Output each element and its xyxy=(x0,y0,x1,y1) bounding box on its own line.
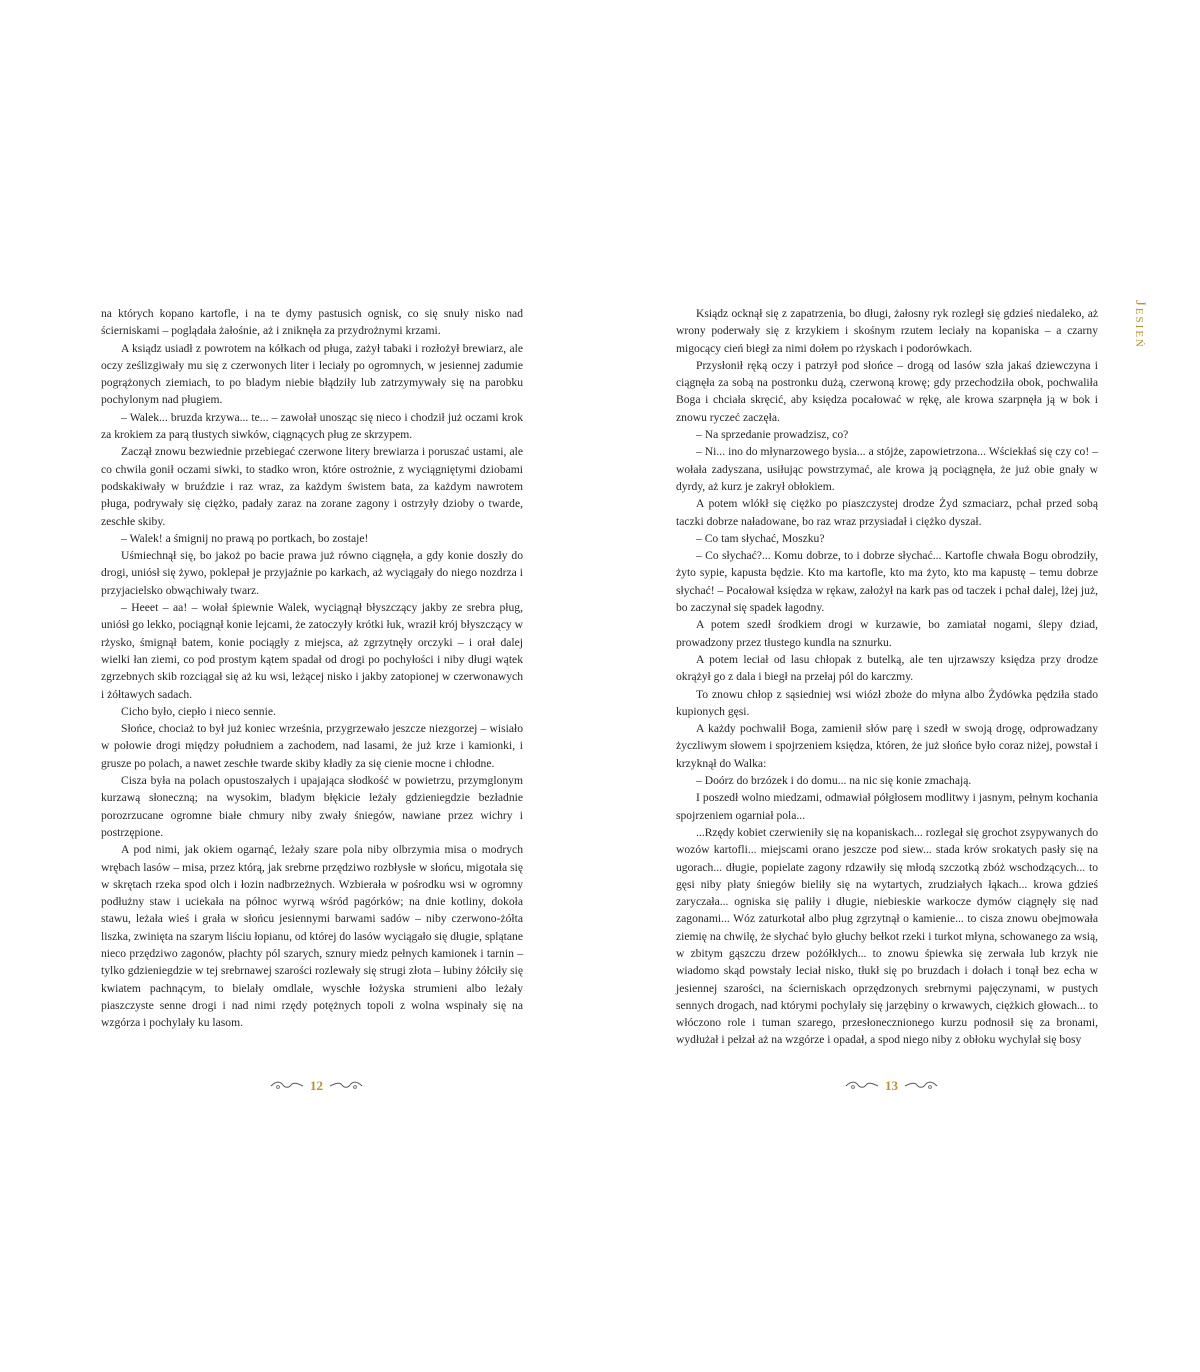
paragraph: A każdy pochwalił Boga, zamienił słów parę i szedł w swoją drogę, odprowadzany życzliwym słowem i spojrzeniem księdza, któren, że już słońce było coraz niżej, powstał i krzyknął do Walka: xyxy=(676,722,1098,770)
page-number: 12 xyxy=(310,1078,323,1093)
paragraph: na których kopano kartofle, i na te dymy pastusich ognisk, co się snuły nisko nad ścierniskami – poglądała żałośnie, aż i zniknęła za przydrożnymi krzami. xyxy=(101,307,523,338)
running-head: Jesień xyxy=(1132,300,1148,350)
paragraph: Cisza była na polach opustoszałych i upajająca słodkość w powietrzu, przymglonym kurzawą słoneczną; na wysokim, bladym błękicie leżały gdzieniegdzie bezładnie porozrzucane ogromne białe chmury niby zwały śniegów, nawiane przez wichry i postrzępione. xyxy=(101,774,523,839)
paragraph: Zaczął znowu bezwiednie przebiegać czerwone litery brewiarza i poruszać ustami, ale co chwila gonił oczami siwki, to stadko wron, które ostrożnie, z wyciągniętymi dziobami podskakiwały w bruździe i raz wraz, za każdym świstem bata, za każdym nawrotem pługa, podrywały się ciężko, padały zaraz na zorane zagony i ostrzyły dzioby o twarde, zeschłe skiby. xyxy=(101,445,523,528)
ornament-right-icon xyxy=(329,1080,363,1092)
paragraph: – Co słychać?... Komu dobrze, to i dobrze słychać... Kartofle chwała Bogu obrodziły, żyto sypie, kapusta będzie. Kto ma kartofle, kto ma żyto, kto ma kapustę – temu dobrze słychać! – Pocałował księdza w rękaw, założył na kark pas od taczek i pchał dalej, lżej już, bo zaczynał się spadek łagodny. xyxy=(676,549,1098,615)
paragraph: I poszedł wolno miedzami, odmawiał półgłosem modlitwy i jasnym, pełnym kochania spojrzeniem ogarniał pola... xyxy=(676,791,1098,822)
paragraph: Uśmiechnął się, bo jakoż po bacie prawa już równo ciągnęła, a gdy konie doszły do drogi, uniósł się żywo, poklepał je przyjaźnie po karkach, aż wyciągały do niego nozdrza i przyjacielsko obwąchiwały twarz. xyxy=(101,549,523,597)
paragraph: A potem szedł środkiem drogi w kurzawie, bo zamiatał nogami, ślepy dziad, prowadzony przez tłustego kundla na sznurku. xyxy=(676,618,1098,649)
paragraph: – Na sprzedanie prowadzisz, co? xyxy=(696,428,849,442)
paragraph: – Doórz do brzózek i do domu... na nic się konie zmachają. xyxy=(696,774,972,788)
ornament-left-icon xyxy=(845,1080,879,1092)
left-page-folio xyxy=(270,1078,363,1094)
paragraph: – Co tam słychać, Moszku? xyxy=(696,531,825,545)
paragraph: Przysłonił ręką oczy i patrzył pod słońce – drogą od lasów szła jakaś dziewczyna i ciągnęła za sobą na postronku dużą, czerwoną krowę; gdy przechodziła obok, pochwaliła Boga i chciała skręcić, aby księdza pocałować w rękę, ale krowa szarpnęła ją w bok i znowu ryczeć zaczęła. xyxy=(676,358,1098,424)
paragraph: To znowu chłop z sąsiedniej wsi wiózł zboże do młyna albo Żydówka pędziła stado kupionych gęsi. xyxy=(676,687,1098,718)
paragraph: Ksiądz ocknął się z zapatrzenia, bo długi, żałosny ryk rozległ się gdzieś niedaleko, aż wrony poderwały się z krzykiem i skośnym rzutem leciały na kopaniska – a czarny migocący cień biegł za nimi dołem po rżyskach i podorówkach. xyxy=(676,307,1098,355)
paragraph: A potem wlókł się ciężko po piaszczystej drodze Żyd szmaciarz, pchał przed sobą taczki dobrze naładowane, bo raz wraz przysiadał i ciężko dyszał. xyxy=(676,497,1098,528)
ornament-right-icon xyxy=(904,1080,938,1092)
paragraph: – Walek... bruzda krzywa... te... – zawołał unosząc się nieco i chodził już oczami krok za krokiem za parą tłustych siwków, ciągnących pług ze skrzypem. xyxy=(101,410,523,442)
right-page-folio xyxy=(845,1078,938,1094)
paragraph: Słońce, chociaż to był już koniec września, przygrzewało jeszcze niezgorzej – wisiało w połowie drogi między południem a zachodem, nad lasami, że już krze i kamionki, i grusze po polach, a nawet zeschłe twarde skiby kładły za się cienie mocne i chłodne. xyxy=(101,722,523,770)
paragraph: Cicho było, ciepło i nieco sennie. xyxy=(121,704,276,718)
paragraph: – Ni... ino do młynarzowego bysia... a stójże, zapowietrzona... Wściekłaś się czy co! – wołała zadyszana, usiłując powstrzymać, ale krowa ją pociągnęła, że już obie gnały w dyrdy, aż kurz je zakrył obłokiem. xyxy=(676,445,1098,493)
page-number: 13 xyxy=(885,1078,898,1093)
paragraph: – Walek! a śmignij no prawą po portkach, bo zostaje! xyxy=(121,531,369,545)
right-page xyxy=(600,0,1200,1372)
paragraph: A pod nimi, jak okiem ogarnąć, leżały szare pola niby olbrzymia misa o modrych wrębach lasów – misa, przez którą, jak srebrne przędziwo rozbłysłe w słońcu, migotała się w skrętach rzeka spod olch i łozin nadbrzeżnych. Wzbierała w pośrodku wsi w ogromny podłużny staw i uciekała na północ wyrwą wśród pagórków; na dnie kotliny, dokoła stawu, leżała wieś i grała w słońcu jesiennymi barwami sadów – niby czerwono-żółta liszka, zwinięta na szarym liściu łopianu, od której do lasów wyciągało się długie, splątane nieco przędziwo zagonów, płachty pól szarych, sznury miedz pełnych kamionek i tarnin – tylko gdzieniegdzie w tej srebrnawej szarości rozlewały się strugi złota – łubiny żółciły się kwiatem pachnącym, to bielały omdlałe, wyschłe łożyska strumieni albo leżały piaszczyste senne drogi i nad nimi rzędy potężnych topoli z wolna wspinały się na wzgórza i pochylały ku lasom. xyxy=(101,843,523,1030)
left-page-text xyxy=(101,305,523,1031)
ornament-left-icon xyxy=(270,1080,304,1092)
right-page-text xyxy=(676,305,1098,1049)
paragraph: – Heeet – aa! – wołał śpiewnie Walek, wyciągnął błyszczący jakby ze srebra pług, uniósł go lekko, pociągnął konie lejcami, że zatoczyły krótki łuk, wraził krój błyszczący w rżysko, śmignął batem, konie pociągły z miejsca, aż zgrzytnęły orczyki – i orał dalej wielki łan ziemi, co pod prostym kątem spadał od drogi po pochyłości i niby długi wątek zgrzebnych skib rozciągał się aż ku wsi, leżącej nisko i jakby zatopionej w czerwonawych i żółtawych sadach. xyxy=(101,601,523,701)
paragraph: A potem leciał od lasu chłopak z butelką, ale ten ujrzawszy księdza przy drodze okrążył go z dala i biegł na przełaj pól do karczmy. xyxy=(676,652,1098,684)
paragraph: A ksiądz usiadł z powrotem na kółkach od pługa, zażył tabaki i rozłożył brewiarz, ale oczy ześlizgiwały mu się z czerwonych liter i leciały po ogromnych, w jesiennej zadumie pogrążonych ziemiach, to po bladym niebie błądziły lub zatrzymywały się na parobku pochylonym nad pługiem. xyxy=(101,341,523,407)
paragraph: ...Rzędy kobiet czerwieniły się na kopaniskach... rozlegał się grochot zsypywanych do wozów kartofli... miejscami orano jeszcze pod siew... stada krów srokatych pasły się na ugorach... długie, popielate zagony rdzawiły się młodą szczotką zbóż wschodzących... to gęsi niby płaty śniegów bieliły się na wytartych, zrudziałych łąkach... krowa gdzieś zaryczała... ogniska się paliły i długie, niebieskie warkocze dymów ciągnęły się nad zagonami... Wóz zaturkotał albo pług zgrzytnął o kamienie... to cisza znowu obejmowała ziemię na chwilę, że słychać było głuchy bełkot rzeki i turkot młyna, schowanego za wsią, w zbitym gąszczu drzew pożółkłych... to znowu śpiewka się zerwała lub krzyk nie wiadomo skąd powstały leciał nisko, tłukł się po bruzdach i dołach i tonął bez echa w jesiennej szarości, na ścierniskach oprzędzonych srebrnymi pajęczynami, w pustych sennych drogach, nad którymi pochylały się jarzębiny o krwawych, ciężkich głowach... to włóczono role i tuman szarego, przesłonecznionego kurzu podnosił się za bronami, wydłużał i pełzał aż na wzgórze i opadał, a spod niego niby z obłoku wychylał się bosy xyxy=(676,825,1098,1047)
